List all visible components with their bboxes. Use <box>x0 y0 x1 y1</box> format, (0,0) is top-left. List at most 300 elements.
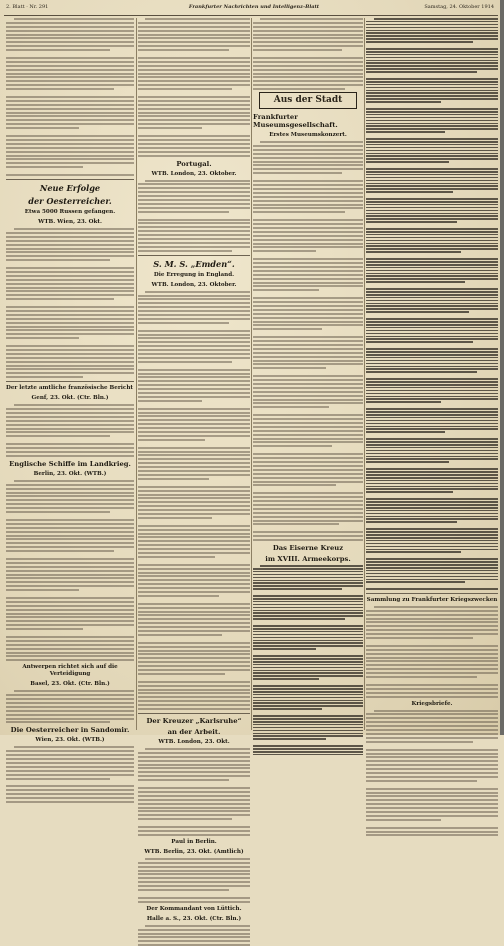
text-line <box>6 550 114 552</box>
text-line <box>253 34 363 36</box>
text-line <box>138 470 250 472</box>
text-line <box>366 158 498 160</box>
text-line <box>138 940 250 942</box>
text-line <box>6 428 134 430</box>
text-line <box>253 145 363 147</box>
text-line <box>366 338 498 340</box>
text-line <box>138 361 232 363</box>
text-line <box>366 696 498 698</box>
text-line <box>6 659 134 661</box>
text-line <box>253 604 363 606</box>
text-line <box>138 587 250 589</box>
text-line <box>366 741 473 743</box>
text-line <box>366 414 498 416</box>
text-line <box>253 637 363 639</box>
text-line <box>253 69 363 71</box>
text-line <box>6 73 134 75</box>
text-line <box>138 96 250 98</box>
text-line <box>253 406 329 408</box>
text-line <box>6 531 134 533</box>
text-line <box>6 287 134 289</box>
text-line <box>6 542 134 544</box>
text-line <box>6 318 134 320</box>
text-line <box>253 37 363 39</box>
article-headline: Die Oesterreicher in Sandomir. <box>10 726 130 735</box>
text-line <box>366 185 498 187</box>
text-line <box>138 302 250 304</box>
text-line <box>253 418 363 420</box>
text-line <box>253 188 363 190</box>
text-line <box>253 57 363 59</box>
text-line <box>366 393 498 395</box>
text-line <box>366 692 498 694</box>
column-1 <box>6 18 134 744</box>
text-line <box>138 866 250 868</box>
text-line <box>253 642 363 644</box>
text-line <box>253 324 363 326</box>
text-line <box>253 301 363 303</box>
text-line <box>366 294 498 296</box>
text-line <box>6 628 83 630</box>
text-line <box>6 368 134 370</box>
text-line <box>138 104 250 106</box>
text-line <box>253 282 363 284</box>
text-line <box>366 637 473 639</box>
text-line <box>138 108 250 110</box>
text-line <box>138 45 250 47</box>
text-line <box>6 376 83 378</box>
text-line <box>253 309 363 311</box>
text-line <box>138 536 250 538</box>
text-line <box>138 540 250 542</box>
article-headline-line-2: im XVIII. Armeekorps. <box>265 555 351 564</box>
article-headline: Portugal. <box>176 159 212 168</box>
text-line <box>366 444 498 446</box>
text-line <box>366 168 498 170</box>
text-line <box>253 664 363 666</box>
text-line <box>138 568 250 570</box>
text-line <box>138 885 250 887</box>
text-line <box>138 65 250 67</box>
text-line <box>138 322 229 324</box>
text-line <box>366 749 498 751</box>
text-line <box>366 215 498 217</box>
text-line <box>366 360 498 362</box>
text-line <box>253 678 319 680</box>
text-line <box>138 626 250 628</box>
text-line <box>138 380 250 382</box>
text-line <box>138 661 250 663</box>
text-line <box>366 275 498 277</box>
text-line <box>253 655 363 657</box>
text-line <box>6 562 134 564</box>
text-line <box>145 748 250 750</box>
text-line <box>253 336 363 338</box>
text-line <box>6 298 114 300</box>
text-line <box>366 131 445 133</box>
text-line <box>6 26 134 28</box>
text-line <box>138 191 250 193</box>
text-line <box>366 371 477 373</box>
text-line <box>138 873 250 875</box>
text-line <box>253 588 342 590</box>
text-line <box>366 336 498 338</box>
text-line <box>138 595 219 597</box>
text-line <box>138 669 250 671</box>
text-line <box>253 352 363 354</box>
text-line <box>366 198 498 200</box>
text-line <box>6 710 134 712</box>
text-line <box>6 45 134 47</box>
article-dateline: Halle a. S., 23. Okt. (Ctr. Bln.) <box>146 915 242 922</box>
text-line <box>366 408 498 410</box>
text-line <box>138 454 250 456</box>
text-line <box>6 793 134 795</box>
text-line <box>138 870 250 872</box>
text-line <box>138 572 250 574</box>
text-line <box>6 758 134 760</box>
text-line <box>253 598 363 600</box>
text-line <box>366 428 498 430</box>
text-line <box>138 787 250 789</box>
text-line <box>253 672 363 674</box>
text-line <box>253 395 363 397</box>
text-line <box>253 715 363 717</box>
text-line <box>366 117 498 119</box>
text-line <box>6 80 134 82</box>
text-line <box>6 306 134 308</box>
text-line <box>366 537 498 539</box>
text-line <box>366 807 498 809</box>
text-line <box>6 750 134 752</box>
text-line <box>6 135 134 137</box>
text-line <box>253 705 363 707</box>
text-line <box>253 531 363 533</box>
article-body <box>366 606 498 698</box>
text-line <box>366 87 498 89</box>
text-line <box>6 648 134 650</box>
text-line <box>6 22 134 24</box>
text-line <box>366 155 498 157</box>
text-line <box>253 305 363 307</box>
text-line <box>138 22 250 24</box>
text-line <box>138 26 250 28</box>
text-line <box>138 123 250 125</box>
text-line <box>253 192 363 194</box>
text-line <box>366 649 498 651</box>
text-line <box>138 199 250 201</box>
text-line <box>253 457 363 459</box>
text-line <box>366 803 498 805</box>
text-line <box>6 353 134 355</box>
text-line <box>366 35 498 37</box>
text-line <box>253 445 332 447</box>
text-line <box>366 480 498 482</box>
text-line <box>366 150 498 152</box>
text-line <box>366 291 498 293</box>
text-line <box>138 412 250 414</box>
text-line <box>138 400 202 402</box>
text-line <box>253 231 363 233</box>
text-line <box>253 402 363 404</box>
text-line <box>6 770 134 772</box>
text-line <box>6 535 134 537</box>
text-line <box>138 881 250 883</box>
text-line <box>253 601 363 603</box>
text-line <box>366 38 498 40</box>
text-line <box>138 222 250 224</box>
text-line <box>253 227 363 229</box>
text-line <box>253 49 342 51</box>
text-line <box>366 498 498 500</box>
text-line <box>138 830 250 832</box>
text-line <box>366 213 498 215</box>
text-line <box>6 655 134 657</box>
column-3-text <box>253 18 363 730</box>
text-line <box>138 226 250 228</box>
text-line <box>138 779 229 781</box>
text-line <box>253 535 363 537</box>
text-line <box>366 521 457 523</box>
text-line <box>138 575 250 577</box>
article-dateline: Basel, 23. Okt. (Ctr. Bln.) <box>30 681 110 688</box>
text-line <box>366 491 453 493</box>
text-line <box>366 251 461 253</box>
article-headline: Der letzte amtliche französische Bericht <box>6 385 133 392</box>
text-line <box>6 503 134 505</box>
text-line <box>366 477 498 479</box>
text-line <box>6 601 134 603</box>
text-line <box>366 420 498 422</box>
text-line <box>138 41 250 43</box>
text-line <box>366 564 498 566</box>
text-line <box>253 745 363 747</box>
text-line <box>138 230 250 232</box>
text-line <box>253 615 363 617</box>
text-line <box>6 365 134 367</box>
text-line <box>145 925 250 927</box>
article-headline: Paul in Berlin. <box>171 838 217 845</box>
article-dateline: WTB. Wien, 23. Okt. <box>38 219 102 226</box>
text-line <box>6 574 134 576</box>
text-line <box>366 318 498 320</box>
text-line <box>366 551 461 553</box>
text-line <box>366 354 498 356</box>
text-line <box>6 694 134 696</box>
text-line <box>6 232 134 234</box>
text-line <box>366 51 498 53</box>
column-4-text <box>366 18 498 730</box>
text-line <box>6 605 134 607</box>
text-line <box>138 57 250 59</box>
article-body <box>6 690 134 723</box>
text-line <box>366 764 498 766</box>
text-line <box>366 237 498 239</box>
text-line <box>366 357 498 359</box>
text-line <box>253 523 339 525</box>
text-line <box>366 756 498 758</box>
text-line <box>253 317 363 319</box>
column-rule <box>364 18 365 730</box>
text-line <box>253 243 363 245</box>
text-line <box>138 544 250 546</box>
text-line <box>138 84 250 86</box>
text-line <box>253 694 363 696</box>
text-line <box>366 799 498 801</box>
text-line <box>366 270 498 272</box>
text-line <box>253 574 363 576</box>
text-line <box>138 143 250 145</box>
text-line <box>253 383 363 385</box>
text-line <box>366 204 498 206</box>
text-line <box>138 447 250 449</box>
text-line <box>366 488 498 490</box>
text-line <box>6 123 134 125</box>
text-line <box>6 488 134 490</box>
text-line <box>138 298 250 300</box>
text-line <box>260 18 363 20</box>
article-headline: Sammlung zu Frankfurter Kriegszwecken <box>366 596 498 603</box>
text-line <box>366 507 498 509</box>
text-line <box>6 337 79 339</box>
text-line <box>366 297 498 299</box>
text-line <box>138 462 250 464</box>
text-line <box>253 258 363 260</box>
text-line <box>138 435 250 437</box>
text-line <box>253 754 363 756</box>
text-line <box>6 96 134 98</box>
text-line <box>138 533 250 535</box>
text-line <box>366 664 498 666</box>
text-line <box>253 438 363 440</box>
text-line <box>260 565 363 567</box>
text-line <box>6 714 134 716</box>
text-line <box>366 351 498 353</box>
text-line <box>138 415 250 417</box>
text-line <box>366 123 498 125</box>
text-line <box>138 100 250 102</box>
text-line <box>366 141 498 143</box>
text-line <box>366 688 498 690</box>
text-line <box>253 274 363 276</box>
text-line <box>138 933 250 935</box>
text-line <box>6 702 134 704</box>
text-line <box>6 507 134 509</box>
text-line <box>6 412 134 414</box>
text-line <box>138 337 250 339</box>
text-line <box>138 486 250 488</box>
text-line <box>253 262 363 264</box>
text-line <box>253 700 363 702</box>
article-headline: Der Kreuzer „Karlsruhe“ <box>146 717 242 726</box>
text-line <box>253 721 363 723</box>
text-line <box>6 566 134 568</box>
text-line <box>138 497 250 499</box>
text-line <box>253 321 363 323</box>
text-line <box>366 171 498 173</box>
text-line <box>6 420 134 422</box>
text-line <box>366 288 498 290</box>
text-line <box>366 621 498 623</box>
text-line <box>6 244 134 246</box>
article-body <box>6 480 134 661</box>
text-line <box>253 718 363 720</box>
text-line <box>138 708 250 710</box>
text-line <box>253 453 363 455</box>
text-line <box>138 234 250 236</box>
article-subheadline: Die Erregung in England. <box>153 271 235 278</box>
text-line <box>366 231 498 233</box>
text-line <box>6 589 79 591</box>
text-line <box>6 499 134 501</box>
text-line <box>138 630 250 632</box>
text-line <box>253 88 345 90</box>
text-line <box>253 153 363 155</box>
text-line <box>366 21 498 23</box>
text-line <box>366 579 498 581</box>
text-line <box>366 721 498 723</box>
text-line <box>138 513 250 515</box>
text-line <box>366 456 498 458</box>
text-line <box>6 585 134 587</box>
text-line <box>138 439 205 441</box>
text-line <box>366 221 457 223</box>
text-line <box>6 416 134 418</box>
article-dateline: Genf, 23. Okt. (Ctr. Bln.) <box>31 395 109 402</box>
text-line <box>138 466 250 468</box>
text-line <box>6 100 134 102</box>
text-line <box>366 474 498 476</box>
text-line <box>6 408 134 410</box>
article-body <box>6 18 134 176</box>
text-line <box>6 34 134 36</box>
text-line <box>138 408 250 410</box>
article-body <box>138 291 250 710</box>
article-headline: Neue Erfolge <box>39 183 101 194</box>
text-line <box>366 108 498 110</box>
text-line <box>366 576 498 578</box>
text-line <box>253 645 363 647</box>
text-line <box>253 708 322 710</box>
text-line <box>6 162 134 164</box>
text-line <box>138 548 250 550</box>
text-line <box>6 294 134 296</box>
text-line <box>6 139 134 141</box>
text-line <box>366 183 498 185</box>
text-line <box>366 191 453 193</box>
text-line <box>253 691 363 693</box>
text-line <box>138 760 250 762</box>
text-line <box>366 431 445 433</box>
text-line <box>366 368 498 370</box>
text-line <box>366 516 498 518</box>
text-line <box>138 147 250 149</box>
text-line <box>138 657 250 659</box>
text-line <box>366 725 498 727</box>
text-line <box>253 607 363 609</box>
text-line <box>253 164 363 166</box>
text-line <box>6 357 134 359</box>
article-headline: Das Eiserne Kreuz <box>272 544 344 553</box>
text-line <box>253 484 336 486</box>
text-line <box>138 115 250 117</box>
text-line <box>138 373 250 375</box>
text-line <box>366 573 498 575</box>
text-line <box>138 490 250 492</box>
text-line <box>366 333 498 335</box>
text-line <box>138 685 250 687</box>
text-line <box>366 384 498 386</box>
